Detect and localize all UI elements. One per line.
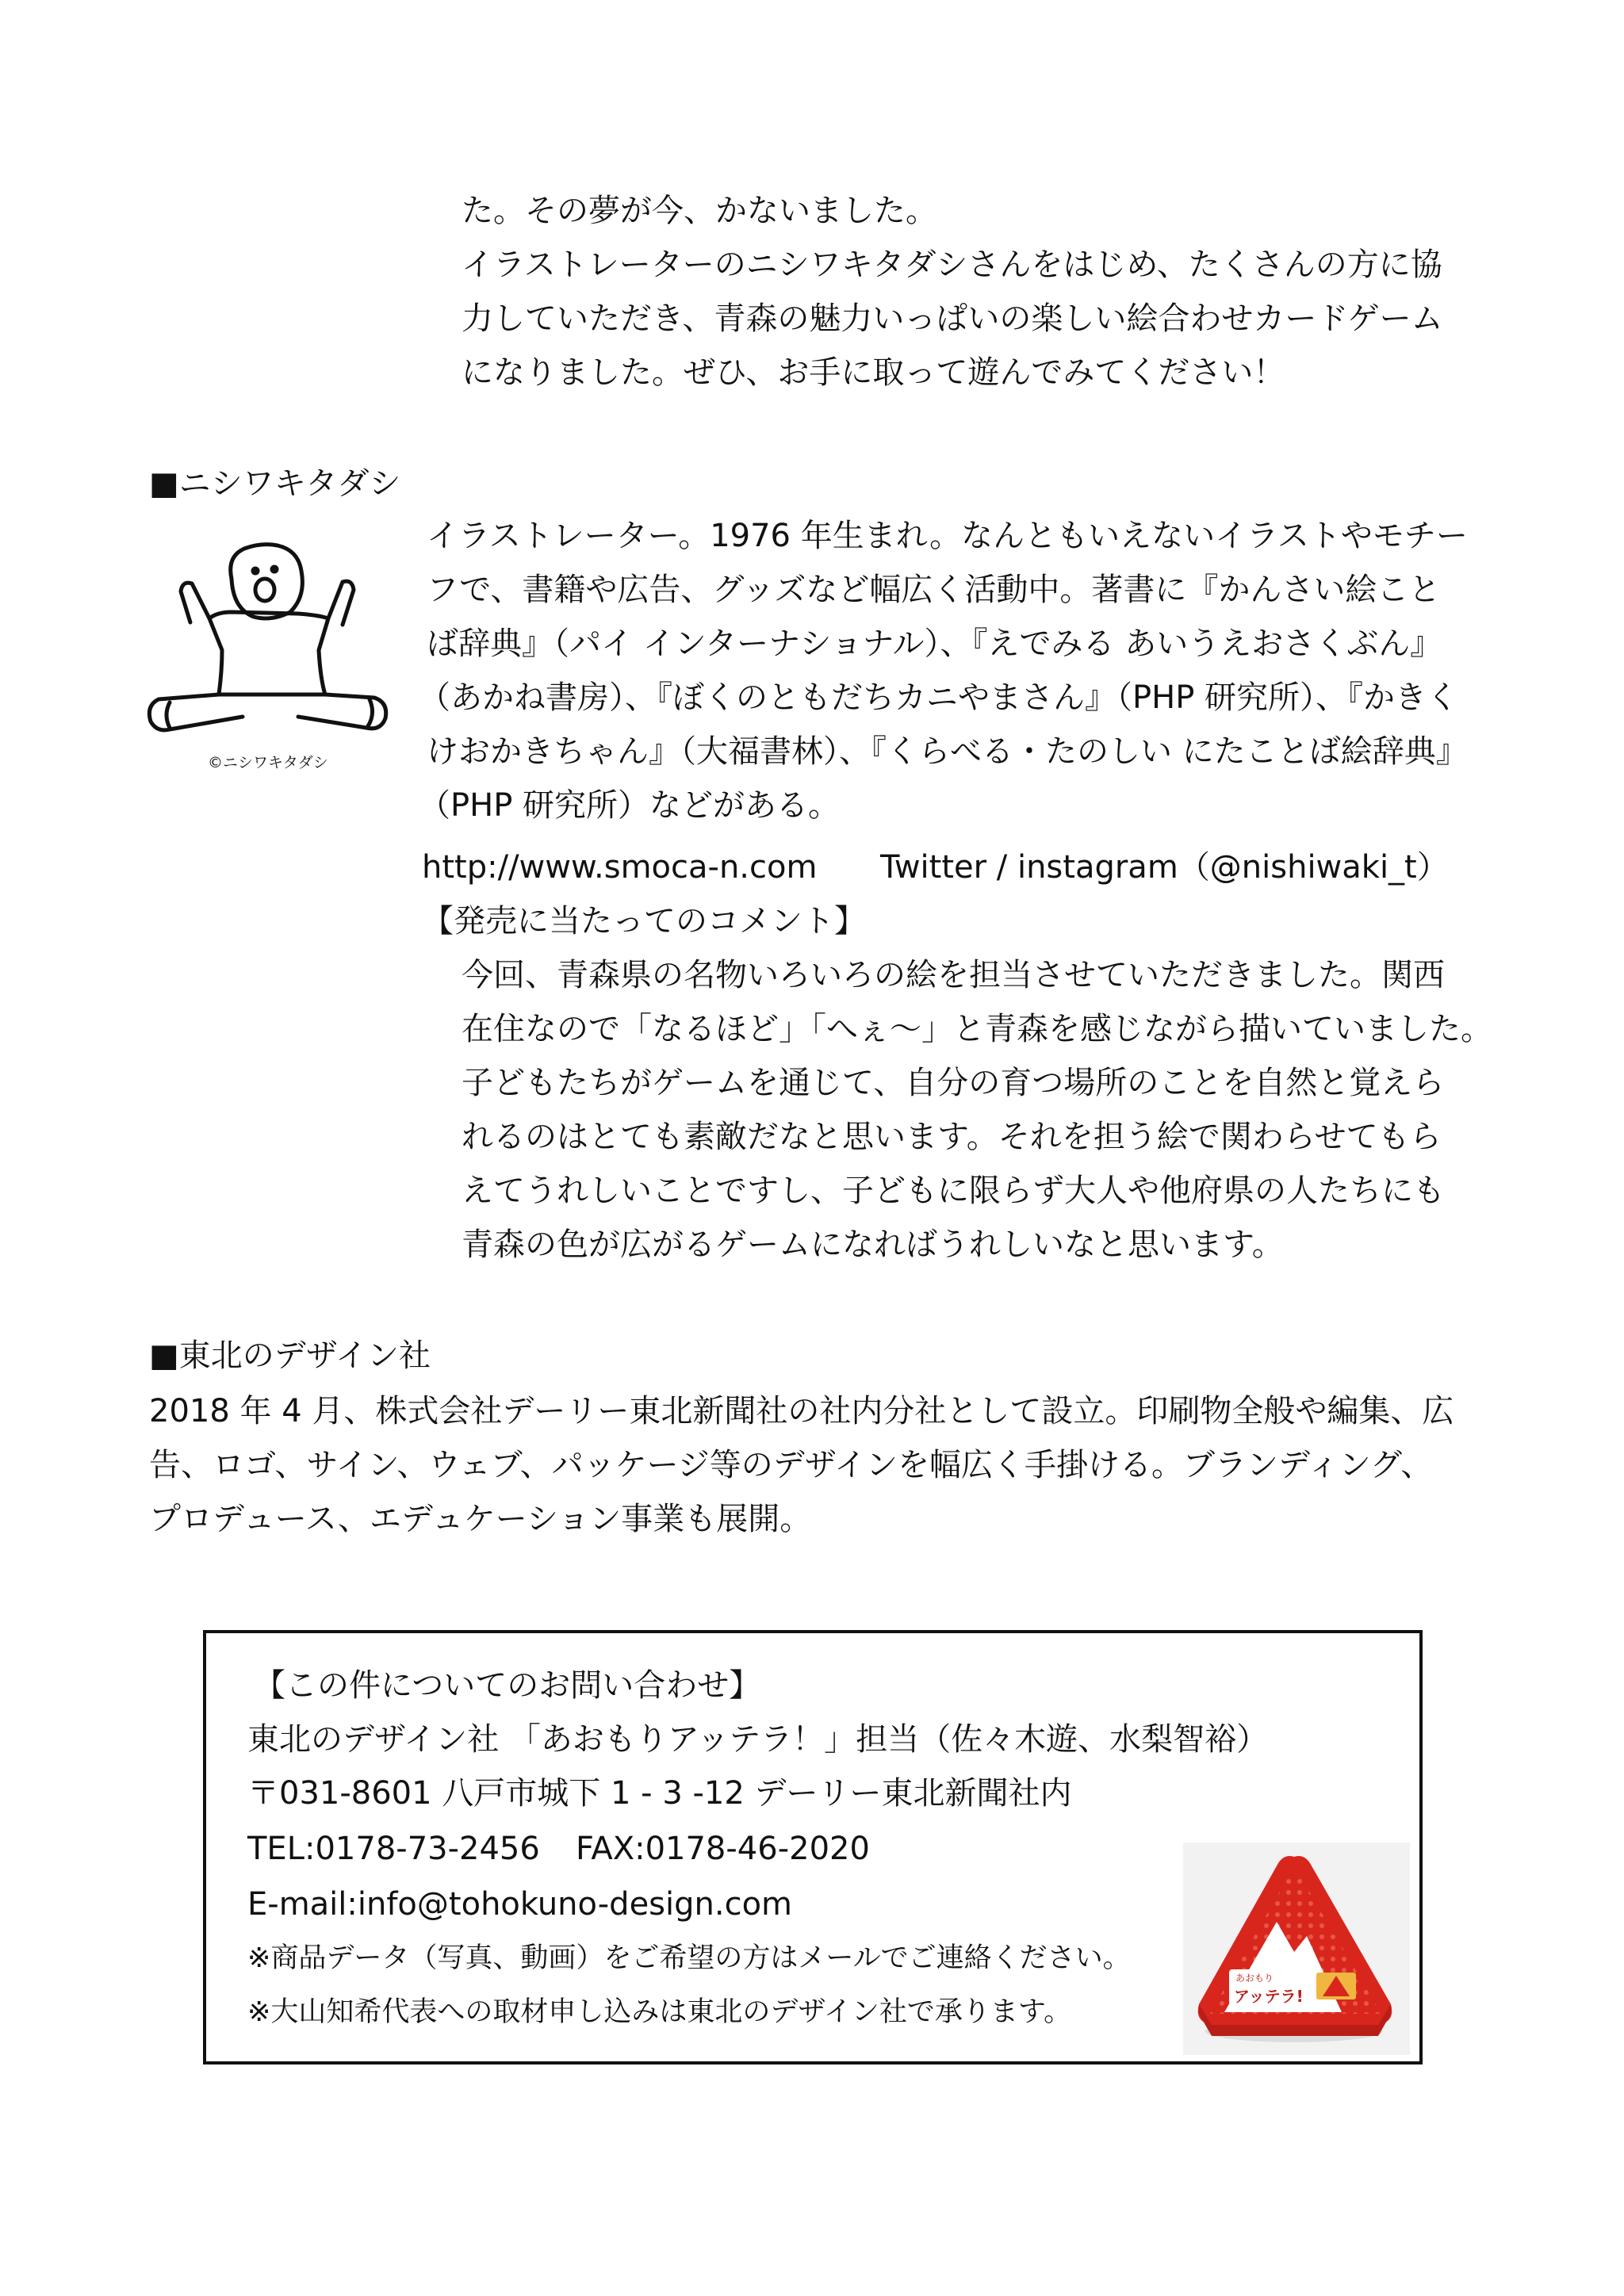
illustration-credit: ©ニシワキタダシ (208, 754, 328, 771)
illustrator-website-link[interactable]: http://www.smoca-n.com (422, 849, 818, 886)
bio-line: ば辞典』（パイ インターナショナル）、『えでみる あいうえおさくぶん』 (427, 626, 1442, 662)
product-box-image (1183, 1843, 1410, 2055)
company-line: 告、ロゴ、サイン、ウェブ、パッケージ等のデザインを幅広く手掛ける。ブランディング、 (149, 1447, 1433, 1483)
contact-person: 東北のデザイン社 「あおもりアッテラ！」担当（佐々木遊、水梨智裕） (247, 1721, 1269, 1758)
product-photo (1183, 1843, 1410, 2055)
bio-line: （あかね書房）、『ぼくのともだちカニやまさん』（PHP 研究所）、『かきく (419, 679, 1459, 716)
intro-line: 力していただき、青森の魅力いっぱいの楽しい絵合わせカードゲーム (462, 300, 1443, 337)
bio-line: けおかきちゃん』（大福書林）、『くらべる・たのしい にたことば絵辞典』 (427, 733, 1468, 770)
bio-line: イラストレーター。1976 年生まれ。なんともいえないイラストやモチー (427, 518, 1468, 554)
contact-box (203, 1630, 1423, 2064)
contact-address: 〒031-8601 八戸市城下 1 - 3 -12 デーリー東北新聞社内 (247, 1775, 1072, 1812)
contact-note: ※大山知希代表への取材申し込みは東北のデザイン社で承ります。 (247, 1996, 1072, 2028)
product-box-text-small: あおもり (1235, 1973, 1274, 1984)
comment-line: 在住なので「なるほど」「へぇ～」と青森を感じながら描いていました。 (462, 1011, 1492, 1047)
company-line: プロデュース、エデュケーション事業も展開。 (149, 1501, 812, 1537)
bio-line: （PHP 研究所）などがある。 (419, 787, 841, 824)
contact-email[interactable]: E-mail:info@tohokuno-design.com (247, 1886, 793, 1923)
contact-fax: FAX:0178-46-2020 (576, 1831, 870, 1867)
illustrator-heading: ■ニシワキタダシ (149, 465, 401, 502)
contact-heading: 【この件についてのお問い合わせ】 (254, 1667, 761, 1704)
intro-line: た。その夢が今、かないました。 (462, 193, 937, 229)
comment-heading: 【発売に当たってのコメント】 (422, 903, 866, 939)
intro-line: イラストレーターのニシワキタダシさんをはじめ、たくさんの方に協 (462, 247, 1442, 283)
company-line: 2018 年 4 月、株式会社デーリー東北新聞社の社内分社として設立。印刷物全般や編集、広 (149, 1393, 1454, 1429)
contact-note: ※商品データ（写真、動画）をご希望の方はメールでご連絡ください。 (247, 1942, 1131, 1974)
product-box-text: アッテラ! (1234, 1987, 1304, 2006)
comment-line: 今回、青森県の名物いろいろの絵を担当させていただきました。関西 (462, 957, 1445, 993)
illustrator-character-illustration (143, 539, 396, 745)
comment-line: 青森の色が広がるゲームになればうれしいなと思います。 (462, 1226, 1284, 1263)
comment-line: 子どもたちがゲームを通じて、自分の育つ場所のことを自然と覚えら (462, 1065, 1445, 1101)
comment-line: れるのはとても素敵だなと思います。それを担う絵で関わらせてもら (462, 1119, 1442, 1155)
company-heading: ■東北のデザイン社 (149, 1337, 431, 1374)
intro-line: になりました。ぜひ、お手に取って遊んでみてください！ (462, 354, 1285, 391)
comment-line: えてうれしいことですし、子どもに限らず大人や他府県の人たちにも (462, 1173, 1445, 1209)
illustrator-social-handle: Twitter / instagram（@nishiwaki_t） (880, 849, 1449, 886)
bio-line: フで、書籍や広告、グッズなど幅広く活動中。著書に『かんさい絵こと (427, 572, 1441, 608)
contact-tel: TEL:0178-73-2456 (247, 1831, 540, 1867)
